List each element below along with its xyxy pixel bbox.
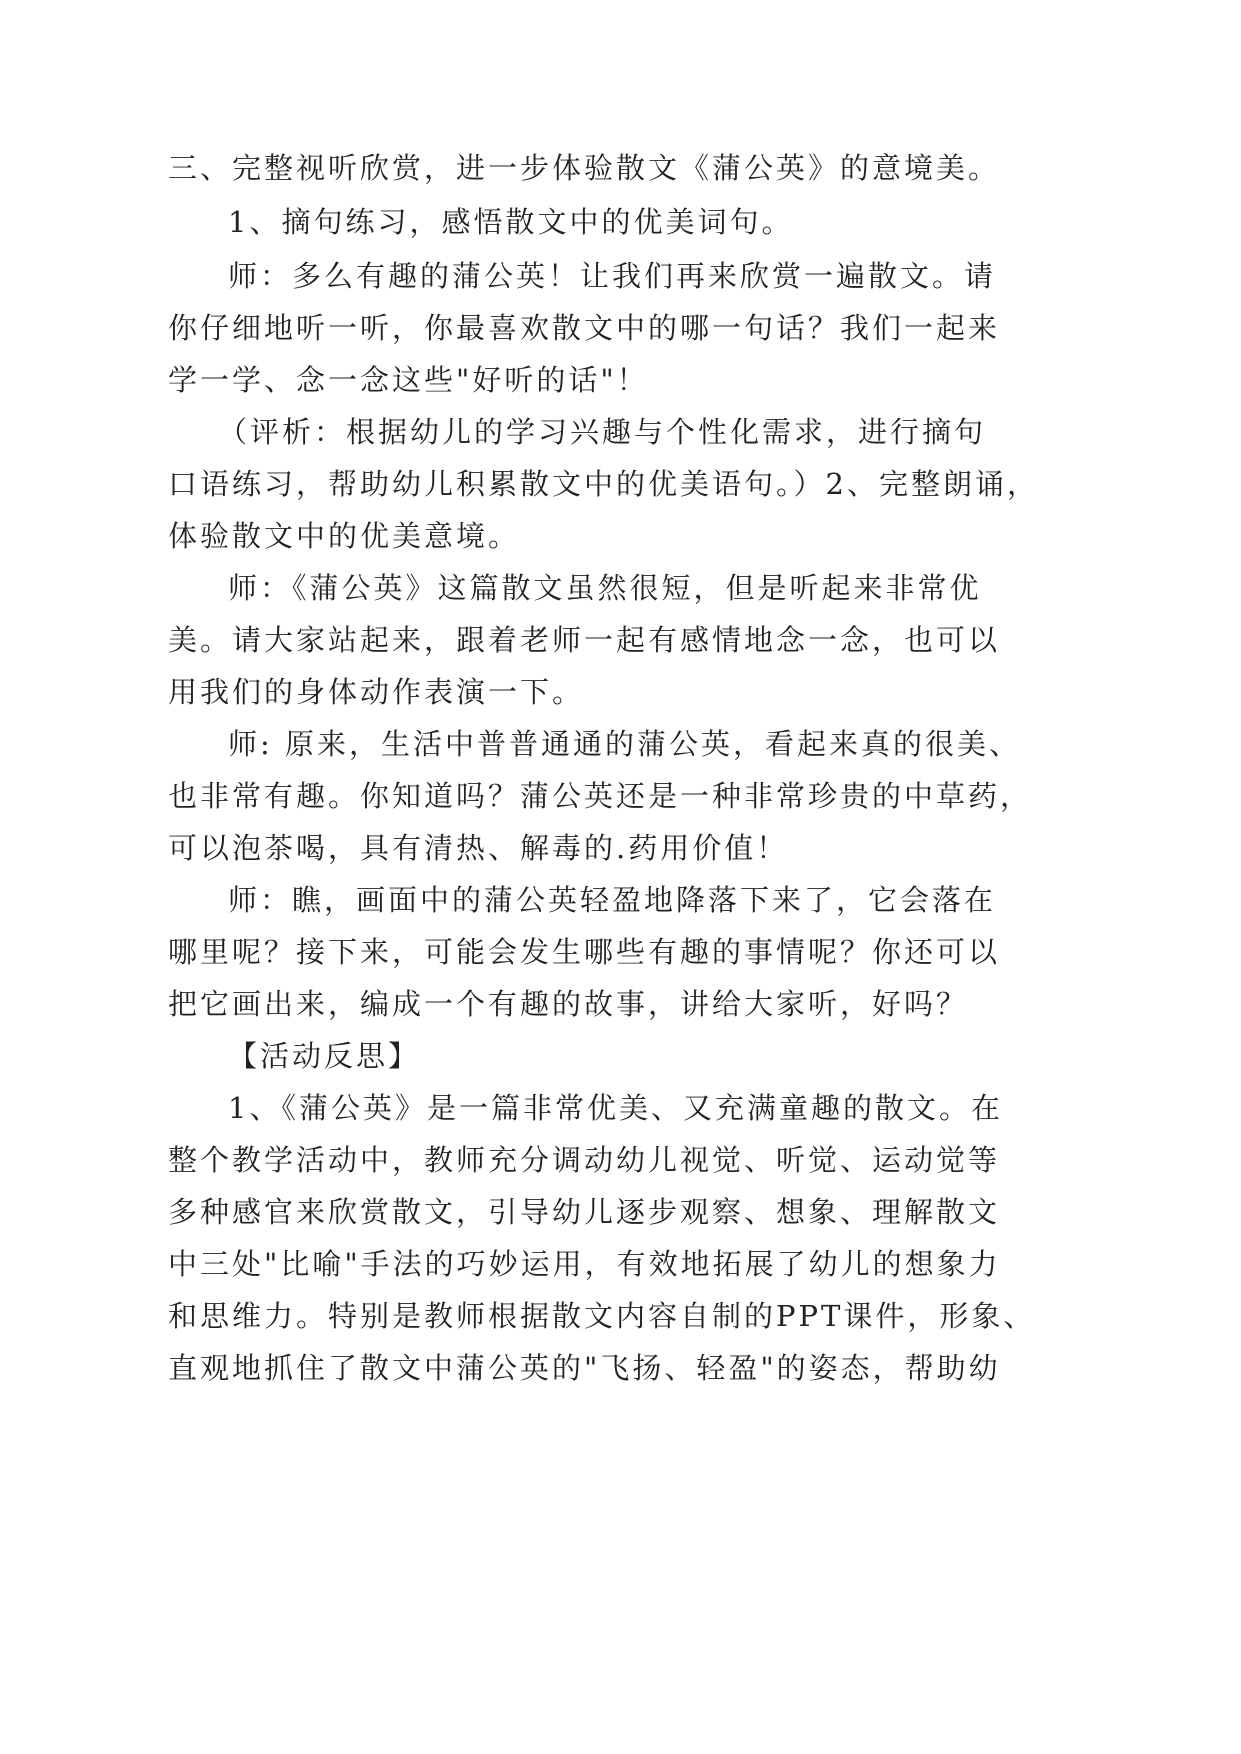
paragraph-line: 师: 原来，生活中普普通通的蒲公英，看起来真的很美、 — [228, 727, 1021, 761]
paragraph-line: （评析：根据幼儿的学习兴趣与个性化需求，进行摘句 — [218, 415, 987, 449]
activity-reflection-heading: 【活动反思】 — [228, 1039, 421, 1073]
paragraph-line: 师：多么有趣的蒲公英！让我们再来欣赏一遍散文。请 — [228, 259, 997, 293]
subheading-1: 1、摘句练习，感悟散文中的优美词句。 — [228, 205, 794, 239]
paragraph-line: 也非常有趣。你知道吗？蒲公英还是一种非常珍贵的中草药， — [168, 779, 1033, 813]
paragraph-line: 把它画出来，编成一个有趣的故事，讲给大家听，好吗？ — [168, 987, 969, 1021]
paragraph-line: 和思维力。特别是教师根据散文内容自制的PPT课件，形象、 — [168, 1299, 1036, 1333]
paragraph-line: 学一学、念一念这些"好听的话"！ — [168, 363, 649, 397]
paragraph-line: 1、《蒲公英》是一篇非常优美、又充满童趣的散文。在 — [228, 1091, 1003, 1125]
paragraph-line: 用我们的身体动作表演一下。 — [168, 675, 585, 709]
paragraph-line: 口语练习，帮助幼儿积累散文中的优美语句。）2、完整朗诵， — [168, 467, 1039, 501]
paragraph-line: 整个教学活动中，教师充分调动幼儿视觉、听觉、运动觉等 — [168, 1143, 1001, 1177]
paragraph-line: 师：瞧，画面中的蒲公英轻盈地降落下来了，它会落在 — [228, 883, 997, 917]
paragraph-line: 多种感官来欣赏散文，引导幼儿逐步观察、想象、理解散文 — [168, 1195, 1001, 1229]
section-heading: 三、完整视听欣赏，进一步体验散文《蒲公英》的意境美。 — [168, 151, 1001, 185]
paragraph-line: 你仔细地听一听，你最喜欢散文中的哪一句话？我们一起来 — [168, 311, 1001, 345]
paragraph-line: 中三处"比喻"手法的巧妙运用，有效地拓展了幼儿的想象力 — [168, 1247, 1001, 1281]
paragraph-line: 师：《蒲公英》这篇散文虽然很短，但是听起来非常优 — [228, 571, 982, 605]
paragraph-line: 可以泡茶喝，具有清热、解毒的.药用价值！ — [168, 831, 789, 865]
paragraph-line: 哪里呢？接下来，可能会发生哪些有趣的事情呢？你还可以 — [168, 935, 1001, 969]
paragraph-line: 美。请大家站起来，跟着老师一起有感情地念一念，也可以 — [168, 623, 1001, 657]
paragraph-line: 直观地抓住了散文中蒲公英的"飞扬、轻盈"的姿态，帮助幼 — [168, 1351, 1001, 1385]
paragraph-line: 体验散文中的优美意境。 — [168, 519, 521, 553]
